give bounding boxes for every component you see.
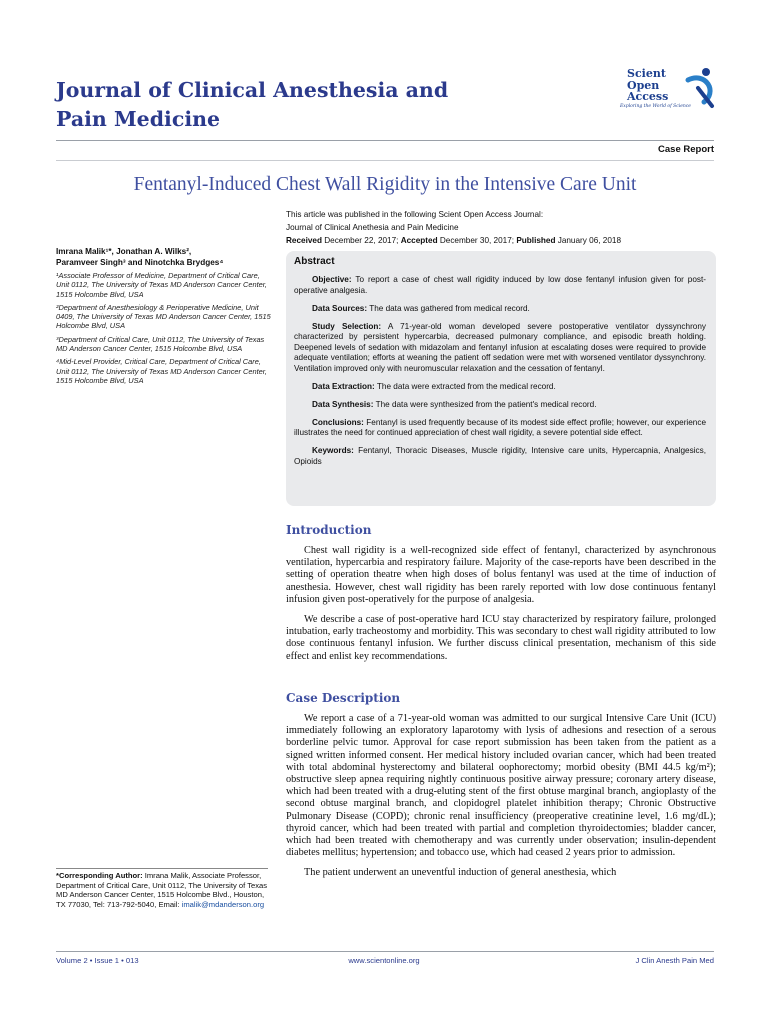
extraction-label: Data Extraction: [312, 381, 375, 391]
logo-text [627, 68, 668, 103]
affiliation-2: ²Department of Anesthesiology & Perioperative Medicine, Unit 0409, The University of Texas MD Anderson Cancer Center, 1515 Holcombe Blvd, USA [56, 302, 271, 331]
pub-dates [286, 234, 716, 247]
corresponding-text: Imrana Malik, Associate Professor, Department of Critical Care, Unit 0112, The University of Texas MD Anderson Cancer Center, 1515 Holcombe Blvd., Houston, TX 77030, Tel: 713-792-5040, Email: [56, 871, 268, 909]
author-list [56, 247, 274, 268]
objective-label: Objective: [312, 275, 352, 284]
accepted-label: Accepted [400, 236, 438, 245]
extraction-text: The data were extracted from the medical record. [374, 381, 556, 391]
received-date: December 22, 2017; [324, 236, 399, 245]
article-title: Fentanyl-Induced Chest Wall Rigidity in the Intensive Care Unit [133, 174, 637, 195]
case-description-body [286, 713, 716, 888]
received-label: Received [286, 236, 322, 245]
abstract-data-sources [294, 304, 706, 315]
sources-text: The data was gathered from medical record. [367, 303, 530, 313]
affiliation-4: ⁴Mid-Level Provider, Critical Care, Department of Critical Care, Unit 0112, The University of Texas MD Anderson Cancer Center, 1515 Holcombe Blvd, USA [56, 357, 267, 385]
synthesis-text: The data were synthesized from the patient's medical record. [373, 399, 597, 409]
published-date: January 06, 2018 [557, 236, 622, 245]
runner-figure-icon [684, 66, 718, 110]
footer-volume: Volume 2 • Issue 1 • 013 [56, 956, 139, 965]
author-column [56, 247, 274, 389]
selection-text: A 71-year-old woman developed severe postoperative ventilator dyssynchrony characterized by persistent hypercarbia, decreased pulmonary compliance, and episodic breath holding. Deepened levels of sedation with midazolam and fentanyl infusion at escalating doses were required to provide adequate ventilation; efforts at weaning the patient off sedation were met with worsened ventilator dyssynchrony. Ventilation improved only with neuromuscular relaxation and the cessation of fentanyl. [294, 321, 706, 373]
corresponding-email-link[interactable]: imalik@mdanderson.org [181, 899, 265, 909]
case-paragraph-2: The patient underwent an uneventful induction of general anesthesia, which [304, 867, 617, 879]
conclusions-label: Conclusions: [312, 417, 364, 427]
journal-title-line2: Pain Medicine [56, 107, 221, 131]
abstract-study-selection [294, 322, 706, 375]
case-paragraph-1: We report a case of a 71-year-old woman was admitted to our surgical Intensive Care Unit (ICU) immediately following an exploratory laparotomy with lysis of adhesions and resection of a serous borderline pelvic tumor. Approval for case report submission has been taken from the patient as a signed written informed consent. Her medical history included ovarian cancer, which had been treated with total abdominal hysterectomy and bilateral oophorectomy; morbid obesity (BMI 44.5 kg/m²); obstructive sleep apnea requiring nightly continuous positive airway pressure; coronary artery disease, which had been treated with a drug-eluting stent of the first obtuse marginal branch, angioplasty of the second obtuse marginal branch, and clopidogrel platelet inhibition therapy; Chronic Obstructive Pulmonary Disease (COPD); chronic renal insufficiency (preoperative creatinine level, 1.6 mg/dL); thyroid cancer, which had been treated with partial and completion thyroidectomies; bladder cancer, which had been treated with chemotherapy and was currently under observation; insulin-dependent diabetes mellitus; hypertension; and tobacco use, which had ceased 2 years prior to admission. [286, 713, 716, 859]
pub-info-line1: This article was published in the following Scient Open Access Journal: [286, 210, 544, 219]
logo-tagline: Exploring the World of Science [620, 104, 691, 109]
logo-line-2: Open [627, 78, 660, 92]
keywords-text: Fentanyl, Thoracic Diseases, Muscle rigidity, Intensive care units, Hypercapnia, Analgesics, Opioids [294, 446, 706, 466]
affiliation-1: ¹Associate Professor of Medicine, Department of Critical Care, Unit 0112, The University of Texas MD Anderson Cancer Center, 1515 Holcombe Blvd, USA [56, 271, 267, 299]
keywords-label: Keywords: [312, 446, 354, 455]
synthesis-label: Data Synthesis: [312, 399, 374, 409]
abstract-conclusions [294, 418, 706, 439]
publication-info [286, 208, 716, 247]
abstract-data-synthesis [294, 400, 706, 411]
footer-divider [56, 951, 714, 952]
abstract-box [286, 251, 716, 506]
footer-website-link[interactable]: www.scientonline.org [348, 956, 420, 965]
logo-line-1: Scient [627, 67, 666, 80]
title-divider [56, 160, 714, 161]
published-label: Published [516, 236, 556, 245]
logo-line-3: Access [627, 90, 669, 103]
accepted-date: December 30, 2017; [439, 236, 515, 245]
introduction-paragraph-2: We describe a case of post-operative hard ICU stay characterized by respiratory failure, prolonged intubation, early tracheostomy and morbidity. This was secondary to chest wall rigidity attributed to low dose continuous fentanyl infusion. We further discuss clinical presentation, mechanism of this side effect and enlist key recommendations. [286, 614, 716, 662]
journal-title [56, 76, 476, 134]
introduction-paragraph-1: Chest wall rigidity is a well-recognized side effect of fentanyl, characterized by asynchronous ventilation, hypercarbia and respiratory failure. Majority of the case-reports have been described in the setting of operation theatre when high doses of bolus fentanyl was used at the time of induction of anesthesia. However, chest wall rigidity has been rarely reported with low dose continuous fentanyl infusion given post-operatively for the purpose of analgesia. [286, 545, 716, 605]
introduction-body [286, 545, 716, 671]
abstract-body [294, 275, 706, 475]
sources-label: Data Sources: [312, 303, 368, 313]
pub-info-line2: Journal of Clinical Anethesia and Pain Medicine [286, 223, 459, 232]
publisher-logo [618, 66, 718, 112]
journal-title-line1: Journal of Clinical Anesthesia and [56, 78, 449, 102]
authors-line2: Paramveer Singh³ and Ninotchka Brydges⁴ [56, 257, 224, 267]
authors-line1: Imrana Malik¹*, Jonathan A. Wilks², [56, 247, 192, 256]
selection-label: Study Selection: [312, 321, 382, 331]
case-description-heading: Case Description [286, 691, 401, 705]
abstract-data-extraction [294, 382, 706, 393]
objective-text: To report a case of chest wall rigidity induced by low dose fentanyl infusion given for post-operative analgesia. [294, 275, 706, 295]
affiliation-3: ³Department of Critical Care, Unit 0112, The University of Texas MD Anderson Cancer Center, 1515 Holcombe Blvd, USA [56, 334, 265, 354]
header-divider [56, 140, 714, 141]
footer-journal-abbrev: J Clin Anesth Pain Med [635, 956, 714, 965]
abstract-keywords [294, 446, 706, 467]
abstract-heading: Abstract [294, 256, 335, 267]
corresponding-label: *Corresponding Author: [56, 871, 143, 880]
conclusions-text: Fentanyl is used frequently because of its modest side effect profile; however, our experience illustrates the need for continued appreciation of chest wall rigidity, a severe potential side effect. [294, 417, 706, 437]
introduction-heading: Introduction [286, 523, 372, 537]
abstract-objective [294, 275, 706, 296]
corresponding-author [56, 868, 268, 909]
article-type: Case Report [658, 144, 714, 155]
